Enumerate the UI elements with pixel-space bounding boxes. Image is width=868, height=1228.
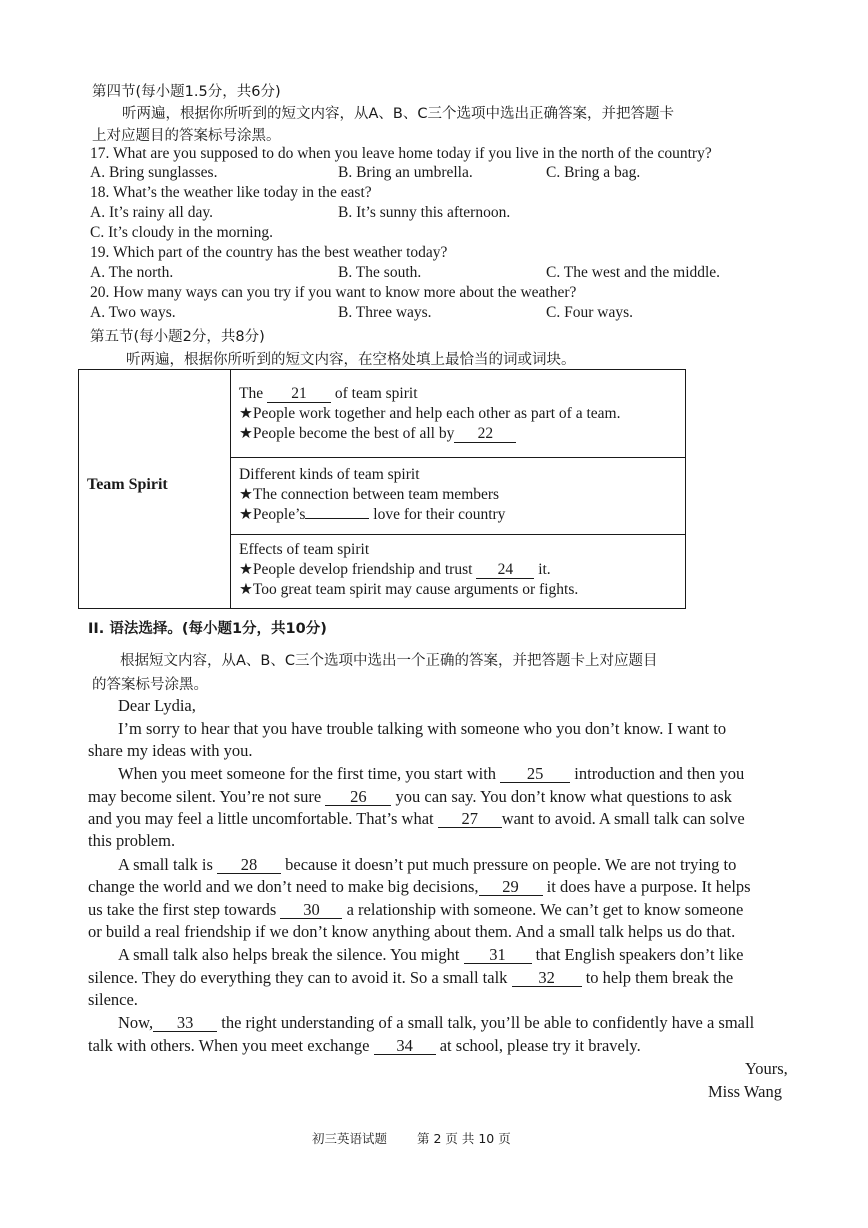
signature: Miss Wang [708,1082,783,1101]
blank-33[interactable]: 33 [153,1014,217,1032]
letter-line: this problem. [88,831,176,850]
letter-line: A small talk also helps break the silence. You might 31 that English speakers don’t like [118,945,744,964]
letter-line: A small talk is 28 because it doesn’t put much pressure on people. We are not trying to [118,855,737,874]
option-b: B. Three ways. [338,304,432,321]
row-title: The 21 of team spirit [239,385,418,402]
row-title: Effects of team spirit [239,541,370,558]
blank-34[interactable]: 34 [374,1037,436,1055]
blank-32[interactable]: 32 [512,969,582,987]
row-detail: ★People’s love for their country [239,506,506,523]
letter-line: talk with others. When you meet exchange 34 at school, please try it bravely. [88,1036,641,1055]
question-stem: 17. What are you supposed to do when you leave home today if you live in the north of the country? [90,145,712,162]
part4-instruction-cont: 上对应题目的答案标号涂黑。 [92,128,281,144]
question-stem: 18. What’s the weather like today in the east? [90,184,372,201]
letter-line: silence. [88,990,138,1009]
section2-instruction-cont: 的答案标号涂黑。 [92,677,208,693]
blank-27[interactable]: 27 [438,810,502,828]
option-b: B. Bring an umbrella. [338,164,473,181]
letter-line: When you meet someone for the first time, you start with 25 introduction and then you [118,764,745,783]
option-b: B. The south. [338,264,422,281]
blank-25[interactable]: 25 [500,765,570,783]
table-row [231,458,685,535]
blank-23[interactable] [305,518,369,519]
blank-24[interactable]: 24 [476,562,534,579]
part5-instruction: 听两遍，根据你所听到的短文内容，在空格处填上最恰当的词或词块。 [126,352,576,368]
letter-line: silence. They do everything they can to avoid it. So a small talk 32 to help them break the [88,968,734,987]
option-c: C. Bring a bag. [546,164,641,181]
blank-28[interactable]: 28 [217,856,281,874]
blank-26[interactable]: 26 [325,788,391,806]
letter-line: may become silent. You’re not sure 26 you can say. You don’t know what questions to ask [88,787,732,806]
option-a: A. It’s rainy all day. [90,204,213,221]
footer [312,1129,511,1147]
section2-heading: II. 语法选择。(每小题1分，共10分) [88,621,327,637]
letter-line: share my ideas with you. [88,741,253,760]
blank-31[interactable]: 31 [464,946,532,964]
question-stem: 19. Which part of the country has the best weather today? [90,244,448,261]
blank-30[interactable]: 30 [280,901,342,919]
row-detail: ★People develop friendship and trust 24 it. [239,561,551,578]
letter-line: change the world and we don’t need to make big decisions, 29 it does have a purpose. It helps [88,877,751,896]
letter-line: I’m sorry to hear that you have trouble talking with someone who you don’t know. I want to [118,719,727,738]
row-detail: ★Too great team spirit may cause arguments or fights. [239,581,579,598]
option-c: C. Four ways. [546,304,633,321]
section2-instruction: 根据短文内容，从A、B、C三个选项中选出一个正确的答案，并把答题卡上对应题目 [120,653,658,669]
option-a: A. Bring sunglasses. [90,164,218,181]
row-detail: ★The connection between team members [239,486,500,503]
letter-line: us take the first step towards 30 a relationship with someone. We can’t get to know someone [88,900,744,919]
option-c: C. The west and the middle. [546,264,721,281]
row-detail: ★People work together and help each other as part of a team. [239,405,621,422]
table-topic-cell [79,370,231,608]
option-a: A. Two ways. [90,304,176,321]
part5-heading: 第五节(每小题2分，共8分) [90,329,265,345]
part4-heading: 第四节(每小题1.5分，共6分) [92,84,281,100]
team-spirit-table [78,369,686,609]
table-row [231,535,685,608]
closing: Yours, [745,1059,788,1078]
row-detail: ★People become the best of all by 22 [239,424,516,443]
table-topic: Team Spirit [87,476,168,493]
blank-29[interactable]: 29 [479,878,543,896]
row-title: Different kinds of team spirit [239,466,420,483]
letter-line: or build a real friendship if we don’t know anything about them. And a small talk helps us do that. [88,922,736,941]
question-stem: 20. How many ways can you try if you want to know more about the weather? [90,284,577,301]
page-number: 第 2 页 共 10 页 [416,1131,511,1146]
part4-instruction: 听两遍，根据你所听到的短文内容，从A、B、C三个选项中选出正确答案，并把答题卡 [122,106,674,122]
option-a: A. The north. [90,264,174,281]
blank-22[interactable]: 22 [454,426,516,443]
option-b: B. It’s sunny this afternoon. [338,204,511,221]
footer-subject: 初三英语试题 [312,1131,388,1146]
option-c: C. It’s cloudy in the morning. [90,224,273,241]
letter-line: Now, 33 the right understanding of a small talk, you’ll be able to confidently have a small [118,1013,755,1032]
salutation: Dear Lydia, [118,696,196,715]
letter-line: and you may feel a little uncomfortable. That’s what 27 want to avoid. A small talk can solve [88,809,745,828]
blank-21[interactable]: 21 [267,386,331,403]
table-row [231,370,685,458]
